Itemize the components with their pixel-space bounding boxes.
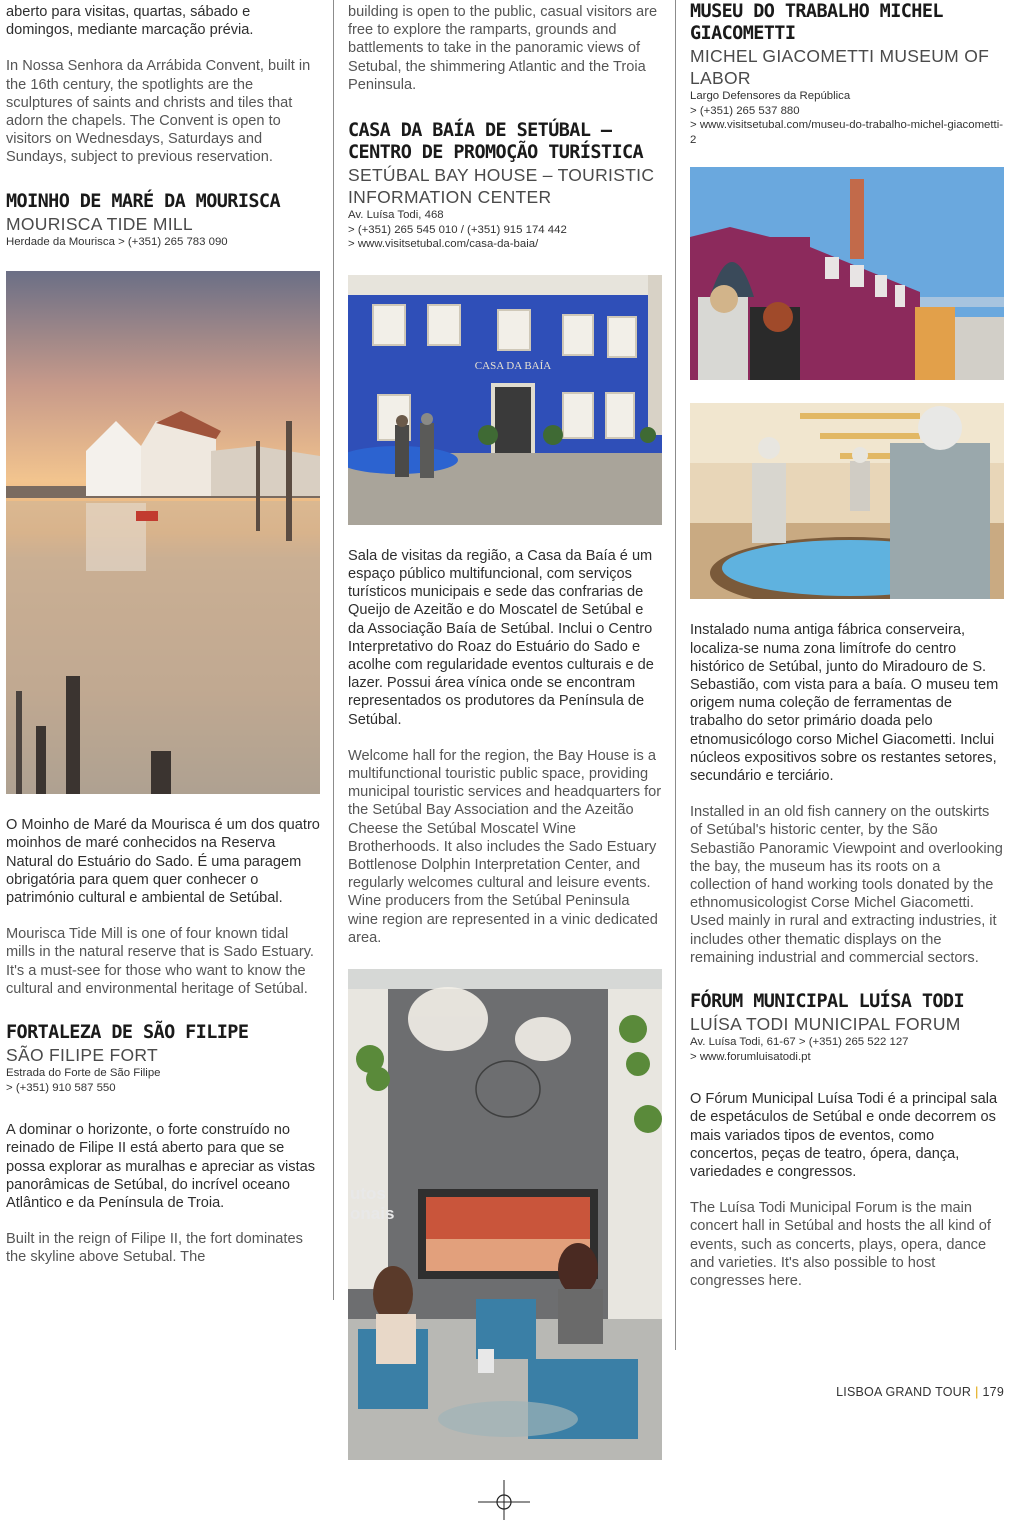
page-footer [836, 1385, 1004, 1399]
fortaleza-title-pt: FORTALEZA DE SÃO FILIPE [6, 1022, 249, 1044]
casa-interior-photo [348, 969, 662, 1460]
convent-text-pt: aberto para visitas, quartas, sábado e domingos, mediante marcação prévia. [6, 4, 254, 39]
casa-da-baia-photo [348, 275, 662, 525]
column-divider-left [333, 0, 334, 1300]
museu-phone: > (+351) 265 537 880 [690, 104, 800, 117]
casa-interior-sign-text [350, 1184, 394, 1224]
museu-exterior-photo-image [690, 167, 1004, 380]
casa-text-pt: Sala de visitas da região, a Casa da Baía é um espaço público multifuncional, com serviços turísticos municipais e sede das confrarias de Queijo de Azeitão e do Moscatel de Setúbal e da Associação Baía de Setúbal. Inclui o Centro Interpretativo do Roaz do Estuário do Sado e acolhe com regularidade eventos culturais e de lazer. Possui área vínica onde se encontram representados os produtores da Península de Setúbal. [348, 547, 654, 728]
tide-mill-photo-image [6, 271, 320, 794]
moinho-title-en: MOURISCA TIDE MILL [6, 213, 193, 234]
casa-website: > www.visitsetubal.com/casa-da-baia/ [348, 238, 539, 251]
fortaleza-address: Estrada do Forte de São Filipe [6, 1067, 161, 1080]
sign-line-1: utos [350, 1184, 386, 1204]
casa-title-pt: CASA DA BAÍA DE SETÚBAL – CENTRO DE PROMOÇÃO TURÍSTICA [348, 120, 644, 164]
publication-name: LISBOA GRAND TOUR [836, 1385, 972, 1399]
fortaleza-title-en: SÃO FILIPE FORT [6, 1045, 158, 1066]
registration-mark-icon [478, 1480, 530, 1520]
forum-text-pt: O Fórum Municipal Luísa Todi é a principal sala de espetáculos de Setúbal e onde decorrem os mais variados tipos de eventos, como concertos, peças de teatro, ópera, dança, variedades e congressos. [690, 1091, 998, 1181]
casa-phone: > (+351) 265 545 010 / (+351) 915 174 442 [348, 223, 567, 236]
footer-separator: | [975, 1385, 979, 1399]
casa-address: Av. Luísa Todi, 468 [348, 209, 444, 222]
forum-title-en: LUÍSA TODI MUNICIPAL FORUM [690, 1014, 961, 1035]
convent-text-en: In Nossa Senhora da Arrábida Convent, built in the 16th century, the spotlights are the sculptures of saints and christs and tiles that adorn the chapels. The Convent is open to visitors on Wednesdays, Saturdays and Sundays, subject to previous reservation. [6, 58, 311, 166]
museu-exterior-photo [690, 167, 1004, 380]
museu-address: Largo Defensores da República [690, 90, 851, 102]
fortaleza-text-en: Built in the reign of Filipe II, the fort dominates the skyline above Setubal. The [6, 1231, 303, 1266]
moinho-text-pt: O Moinho de Maré da Mourisca é um dos quatro moinhos de maré conhecidos na Reserva Natural do Estuário do Sado. É uma paragem obrigatória para quem quer conhecer o património cultural e ambiental de Setúbal. [6, 817, 320, 907]
fortaleza-text-pt: A dominar o horizonte, o forte construído no reinado de Filipe II está aberto para que se possa explorar as muralhas e apreciar as vistas panorâmicas de Setúbal, do incrível oceano Atlântico e da Península de Troia. [6, 1122, 316, 1212]
moinho-title-pt: MOINHO DE MARÉ DA MOURISCA [6, 190, 280, 212]
forum-address: Av. Luísa Todi, 61-67 > (+351) 265 522 127 [690, 1036, 909, 1049]
forum-text-en: The Luísa Todi Municipal Forum is the main concert hall in Setúbal and hosts the all kind of events, such as concerts, plays, opera, dance and varieties. It's also possible to host congresses here. [690, 1200, 991, 1290]
sign-line-2: onais [350, 1204, 395, 1224]
casa-sign-text: CASA DA BAÍA [474, 359, 552, 372]
casa-title-en: SETÚBAL BAY HOUSE – TOURISTIC INFORMATION CENTER [348, 165, 655, 208]
tide-mill-photo [6, 271, 320, 794]
museu-title-en: MICHEL GIACOMETTI MUSEUM OF LABOR [690, 46, 990, 88]
museu-title-pt: MUSEU DO TRABALHO MICHEL GIACOMETTI [690, 1, 943, 44]
moinho-text-en: Mourisca Tide Mill is one of four known tidal mills in the natural reserve that is Sado Estuary. It's a must-see for those who want to know the cultural and environmental heritage of Setúbal. [6, 926, 314, 997]
casa-da-baia-photo-image [348, 275, 662, 525]
forum-title-pt: FÓRUM MUNICIPAL LUÍSA TODI [690, 991, 964, 1013]
column-middle [348, 3, 662, 1460]
museu-interior-photo [690, 403, 1004, 599]
casa-interior-photo-image [348, 969, 662, 1460]
museu-text-pt: Instalado numa antiga fábrica conserveira, localiza-se numa zona limítrofe do centro histórico de Setúbal, junto do Miradouro de S. Sebastião, com vista para a baía. O museu tem origem numa coleção de ferramentas de trabalho do setor primário doada pelo etnomusicólogo corso Michel Giacometti. Inclui núcleos expositivos sobre os restantes setores, secundário e terciário. [690, 622, 999, 784]
moinho-info: Herdade da Mourisca > (+351) 265 783 090 [6, 235, 228, 248]
museu-interior-photo-image [690, 403, 1004, 599]
casa-text-en: Welcome hall for the region, the Bay House is a multifunctional touristic public space, providing municipal touristic services and headquarters for the Setúbal Bay Association and the Azeitão Cheese the Setúbal Moscatel Wine Brotherhoods. It also includes the Sado Estuary Bottlenose Dolphin Interpretation Center, and regularly welcomes cultural and leisure events. Wine producers from the Setúbal Peninsula wine region are represented in a vinic dedicated area. [348, 747, 662, 946]
column-left [6, 3, 320, 1267]
fortaleza-phone: > (+351) 910 587 550 [6, 1081, 116, 1094]
page-number: 179 [982, 1385, 1004, 1399]
museu-text-en: Installed in an old fish cannery on the outskirts of Setúbal's historic center, by the São Sebastião Panoramic Viewpoint and overlooking the bay, the museum has its roots on a collection of hand working tools donated by the ethnomusicologist Corse Michel Giacometti. Used mainly in rural and extracting industries, it includes other thematic displays on the remaining industrial and commercial sectors. [690, 804, 1003, 966]
column-divider-right [675, 0, 676, 1350]
fort-text-en-continued: building is open to the public, casual visitors are free to explore the ramparts, grounds and battlements to take in the panoramic views of Setubal, the shimmering Atlantic and the Troia Peninsula. [348, 4, 658, 93]
forum-website: > www.forumluisatodi.pt [690, 1050, 811, 1063]
museu-website: > www.visitsetubal.com/museu-do-trabalho-michel-giacometti-2 [690, 119, 1004, 146]
column-right [690, 1, 1004, 1290]
